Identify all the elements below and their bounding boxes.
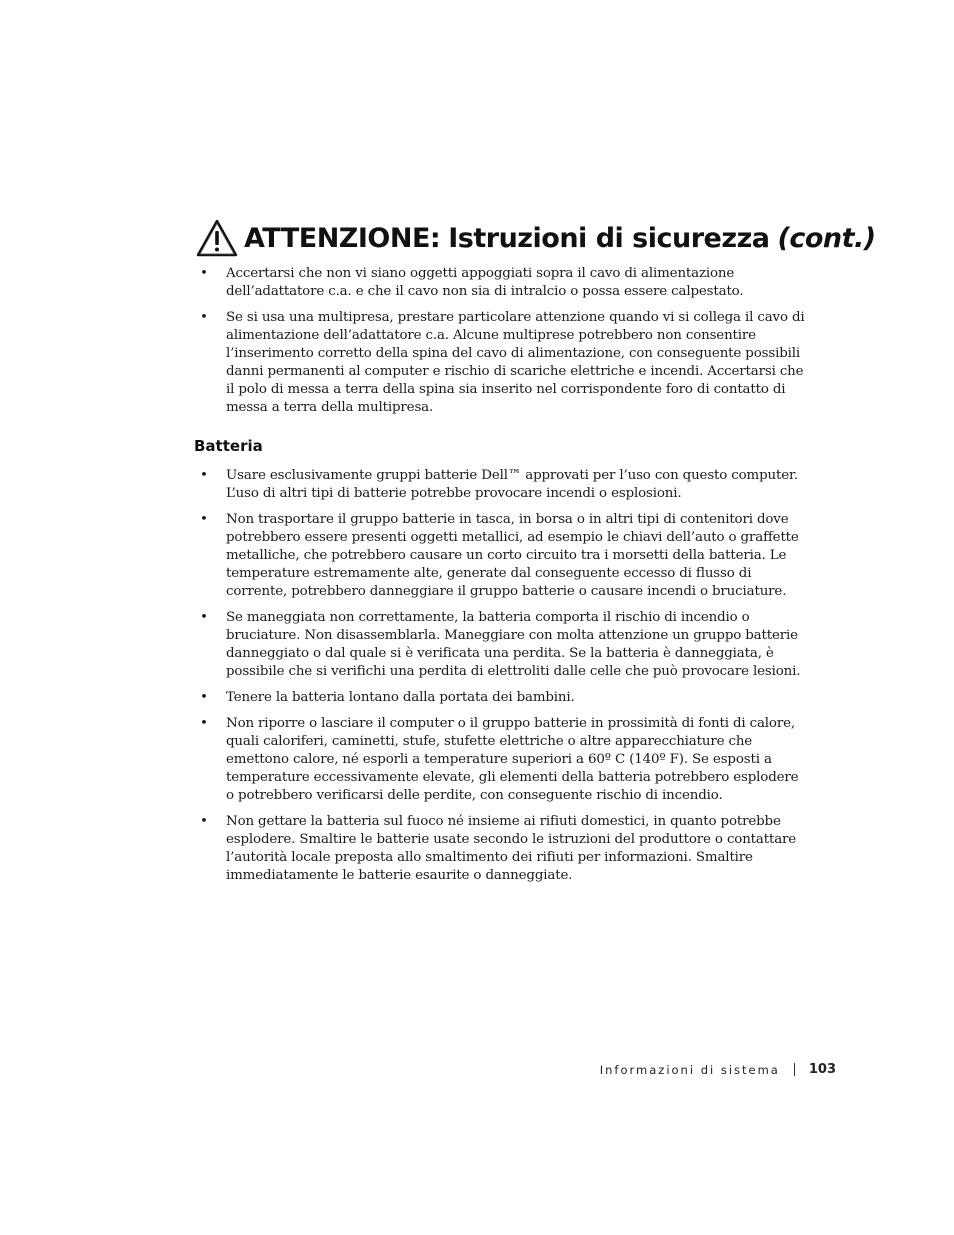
heading-title: Istruzioni di sicurezza [448, 222, 770, 254]
list-item [196, 715, 806, 805]
list-item [196, 265, 806, 301]
list-item-text: Non gettare la batteria sul fuoco né insieme ai rifiuti domestici, in quanto potrebbe esplodere. Smaltire le batterie usate secondo le istruzioni del produttore o contattare l’autorità locale preposta allo smaltimento dei rifiuti per informazioni. Smaltire immediatamente le batterie esaurite o danneggiate. [226, 814, 797, 883]
bullet-icon: • [200, 716, 208, 731]
list-item-text: Non trasportare il gruppo batterie in tasca, in borsa o in altri tipi di contenitori dove potrebbero essere presenti oggetti metallici, ad esempio le chiavi dell’auto o graffette metalliche, che potrebbero causare un corto circuito tra i morsetti della batteria. Le temperature estremamente alte, generate dal conseguente eccesso di flusso di corrente, potrebbero danneggiare il gruppo batterie o causare incendi o bruciature. [226, 512, 799, 599]
heading-separator: : [429, 222, 441, 254]
bullet-icon: • [200, 266, 208, 281]
warning-triangle-icon [196, 219, 238, 257]
list-item-text: Se maneggiata non correttamente, la batteria comporta il rischio di incendio o bruciature. Non disassemblarla. Maneggiare con molta attenzione un gruppo batterie danneggiato o dal quale si è verificata una perdita. Se la batteria è danneggiata, è possibile che si verifichi una perdita di elettroliti dalle celle che può provocare lesioni. [226, 610, 801, 679]
page-footer [600, 1062, 836, 1077]
list-item-text: Non riporre o lasciare il computer o il gruppo batterie in prossimità di fonti di calore, quali caloriferi, caminetti, stufe, stufette elettriche o altre apparecchiature che emettono calore, né esporli a temperature superiori a 60º C (140º F). Se esposti a temperature eccessivamente elevate, gli elementi della batteria potrebbero esplodere o potrebbero verificarsi delle perdite, con conseguente rischio di incendio. [226, 716, 799, 803]
list-item [196, 309, 806, 417]
intro-bullet-list [196, 265, 806, 425]
list-item-text: Tenere la batteria lontano dalla portata dei bambini. [226, 690, 575, 705]
bullet-icon: • [200, 512, 208, 527]
page-number: 103 [808, 1062, 836, 1077]
bullet-icon: • [200, 310, 208, 325]
list-item [196, 609, 806, 681]
list-item-text: Se si usa una multipresa, prestare particolare attenzione quando vi si collega il cavo di alimentazione dell’adattatore c.a. Alcune multiprese potrebbero non consentire l’inserimento corretto della spina del cavo di alimentazione, con conseguente possibili danni permanenti al computer e rischio di scariche elettriche e incendi. Accertarsi che il polo di messa a terra della spina sia inserito nel corrispondente foro di contatto di messa a terra della multipresa. [226, 310, 805, 415]
list-item-text: Usare esclusivamente gruppi batterie Dell™ approvati per l’uso con questo computer. L’uso di altri tipi di batterie potrebbe provocare incendi o esplosioni. [226, 468, 798, 501]
heading-text [244, 223, 876, 254]
list-item [196, 689, 806, 707]
list-item-text: Accertarsi che non vi siano oggetti appoggiati sopra il cavo di alimentazione dell’adattatore c.a. e che il cavo non sia di intralcio o possa essere calpestato. [226, 266, 744, 299]
section-title-batteria: Batteria [194, 437, 263, 455]
bullet-icon: • [200, 814, 208, 829]
footer-label: Informazioni di sistema [599, 1062, 780, 1077]
list-item [196, 813, 806, 885]
bullet-icon: • [200, 468, 208, 483]
battery-bullet-list [196, 467, 806, 893]
bullet-icon: • [200, 690, 208, 705]
heading-label: ATTENZIONE [244, 222, 430, 254]
bullet-icon: • [200, 610, 208, 625]
page-heading [196, 218, 876, 258]
list-item [196, 467, 806, 503]
list-item [196, 511, 806, 601]
heading-cont: (cont.) [777, 222, 876, 254]
footer-divider [794, 1063, 795, 1076]
